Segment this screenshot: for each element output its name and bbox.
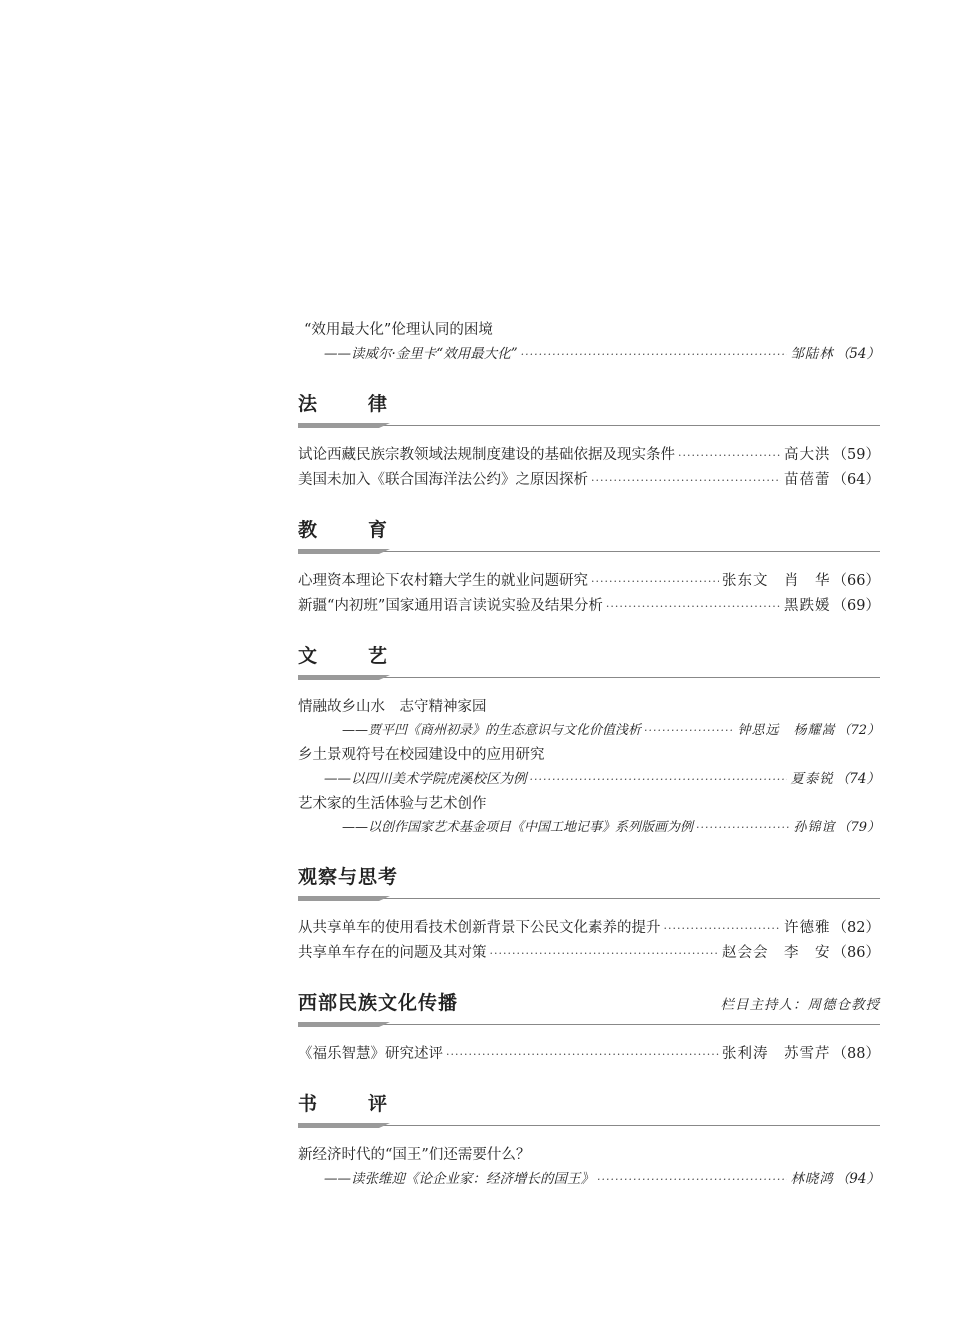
entry-title: “效用最大化”伦理认同的困境 [304,322,493,338]
leader-dots [606,595,781,619]
entry-title: 共享单车存在的问题及其对策 [298,945,487,961]
entry-page: （79） [837,820,880,835]
entry-page: （82） [832,920,880,936]
leader-dots [446,1043,719,1067]
table-of-contents [298,318,880,1192]
entry-title: 情融故乡山水 志守精神家园 [298,699,487,715]
section-rule [298,1119,880,1137]
entry-author: 高大洪 [784,447,831,463]
toc-entry[interactable] [298,743,880,792]
section-rule [298,419,880,437]
entry-author: 赵会会 李 安 [722,945,831,961]
section-header [298,641,880,671]
entry-page: （88） [832,1046,880,1062]
section-book-review [298,1089,880,1192]
section-title: 教 育 [298,519,404,541]
entry-title: 试论西藏民族宗教领域法规制度建设的基础依据及现实条件 [298,447,675,463]
leader-dots [696,816,790,840]
section-title: 观察与思考 [298,866,399,888]
entry-title: 心理资本理论下农村籍大学生的就业问题研究 [298,573,588,589]
entry-page: （94） [835,1171,880,1187]
entry-author: 林晓鸿 [790,1171,834,1187]
entry-title: 从共享单车的使用看技术创新背景下公民文化素养的提升 [298,920,661,936]
entry-title: 《福乐智慧》研究述评 [298,1046,443,1062]
entry-author: 苗蓓蕾 [784,472,831,488]
section-rule [298,545,880,563]
leader-dots [530,768,788,792]
section-header [298,862,880,892]
entry-author: 夏泰锐 [790,771,834,787]
section-title: 法 律 [298,393,404,415]
section-title: 西部民族文化传播 [298,992,459,1014]
entry-subtitle: ——读威尔·金里卡“效用最大化” [324,346,518,362]
toc-entry[interactable] [298,695,880,743]
toc-entry[interactable] [298,1143,880,1192]
section-title: 书 评 [298,1093,404,1115]
toc-entry[interactable] [298,594,880,619]
toc-entry[interactable] [298,941,880,966]
entry-page: （66） [832,573,880,589]
leader-dots [678,444,781,468]
entry-subtitle: ——贾平凹《商州初录》的生态意识与文化价值浅析 [342,723,642,738]
entry-page: （69） [832,598,880,614]
section-western-culture [298,988,880,1067]
entry-page: （54） [835,346,880,362]
toc-entry[interactable] [298,1042,880,1067]
toc-entry[interactable] [298,792,880,840]
entry-subtitle-line [298,342,880,367]
section-rule [298,1018,880,1036]
entry-title: 艺术家的生活体验与艺术创作 [298,796,487,812]
leader-dots [591,469,781,493]
entry-title-line [298,318,880,342]
leader-dots [591,570,719,594]
toc-entry[interactable] [298,443,880,468]
entry-page: （86） [832,945,880,961]
section-header [298,988,880,1018]
section-header [298,515,880,545]
entry-subtitle: ——以创作国家艺术基金项目《中国工地记事》系列版画为例 [342,820,694,835]
toc-entry-intro[interactable] [298,318,880,367]
section-header [298,1089,880,1119]
toc-entry[interactable] [298,916,880,941]
entry-title: 美国未加入《联合国海洋法公约》之原因探析 [298,472,588,488]
entry-author: 张利涛 苏雪芹 [722,1046,831,1062]
entry-author: 邹陆林 [790,346,834,362]
section-rule [298,671,880,689]
toc-entry[interactable] [298,569,880,594]
section-education [298,515,880,619]
entry-subtitle: ——以四川美术学院虎溪校区为例 [324,771,527,787]
section-law [298,389,880,493]
section-arts [298,641,880,840]
entry-page: （64） [832,472,880,488]
leader-dots [644,719,734,743]
section-observation [298,862,880,966]
section-header [298,389,880,419]
leader-dots [521,343,788,367]
entry-page: （74） [835,771,880,787]
leader-dots [664,917,782,941]
entry-subtitle: ——读张维迎《论企业家：经济增长的国王》 [324,1171,594,1187]
toc-entry[interactable] [298,468,880,493]
entry-author: 钟思远 杨耀嵩 [737,723,836,738]
entry-title: 新疆“内初班”国家通用语言读说实验及结果分析 [298,598,603,614]
entry-title: 新经济时代的“国王”们还需要什么？ [298,1147,531,1163]
leader-dots [597,1168,787,1192]
section-rule [298,892,880,910]
entry-page: （72） [837,723,880,738]
entry-title: 乡土景观符号在校园建设中的应用研究 [298,747,545,763]
entry-author: 孙锦谊 [793,820,836,835]
entry-author: 许德雅 [784,920,831,936]
leader-dots [490,942,720,966]
entry-page: （59） [832,447,880,463]
column-host: 栏目主持人：周德仓教授 [720,997,880,1013]
entry-author: 黑跌媛 [784,598,831,614]
section-title: 文 艺 [298,645,404,667]
entry-author: 张东文 肖 华 [722,573,831,589]
